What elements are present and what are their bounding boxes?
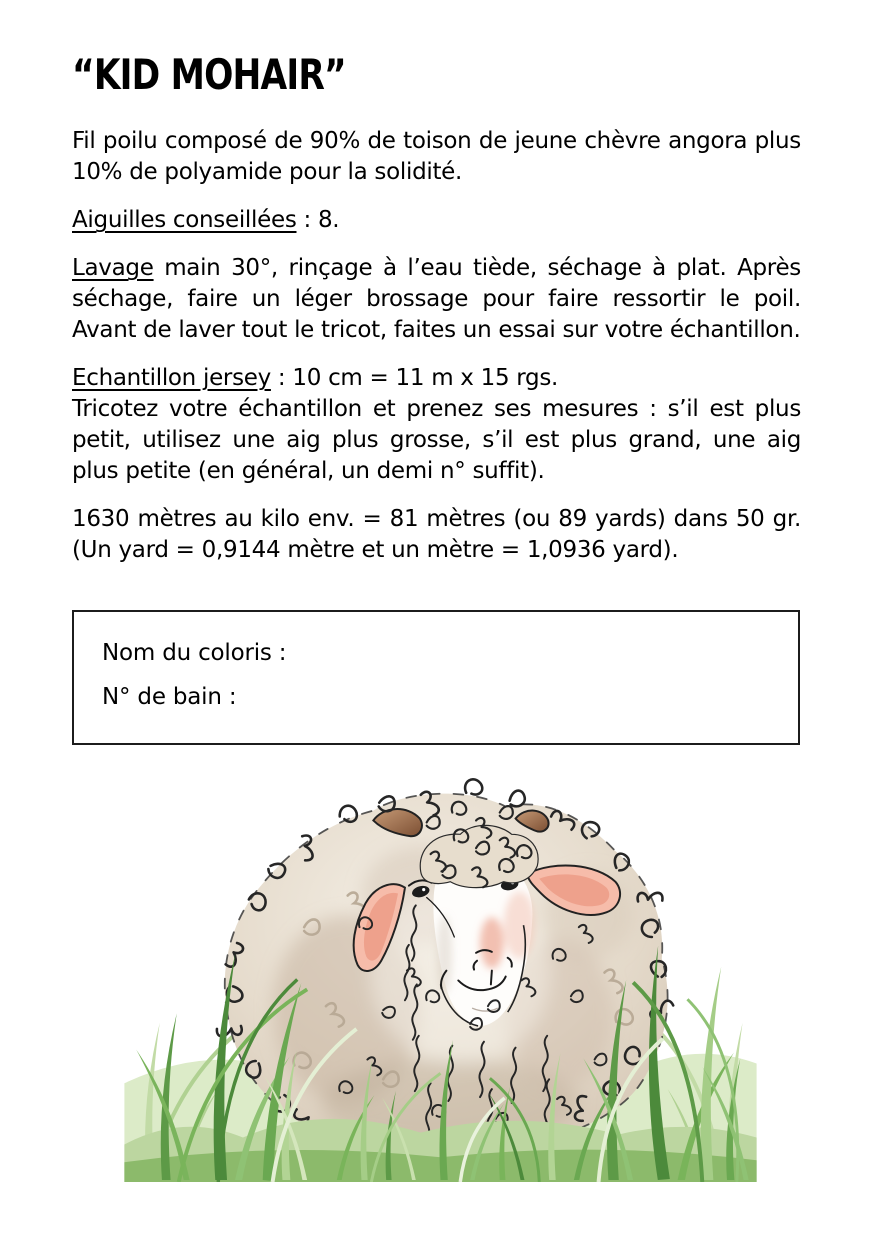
page-title: “KID MOHAIR” xyxy=(72,50,346,99)
gauge-value: : 10 cm = 11 m x 15 rgs. xyxy=(270,365,559,392)
gauge-label: Echantillon jersey xyxy=(72,365,271,392)
gauge-note: Tricotez votre échantillon et prenez ses mesures : s’il est plus petit, utilisez une aig plus grosse, s’il est plus grand, une aig plus petite (en général, un demi n° suffit). xyxy=(72,396,801,485)
washing-text: main 30°, rinçage à l’eau tiède, séchage à plat. Après séchage, faire un léger brossage pour faire ressortir le poil. Avant de laver tout le tricot, faites un essai sur votre échantillon. xyxy=(72,255,801,344)
bath-number-label: N° de bain : xyxy=(102,684,237,711)
gauge-paragraph xyxy=(72,363,801,487)
goat-illustration xyxy=(123,777,758,1182)
color-name-label: Nom du coloris : xyxy=(102,640,287,667)
angora-goat-in-grass-image xyxy=(123,777,758,1182)
color-info-box xyxy=(72,610,800,745)
yardage-paragraph: 1630 mètres au kilo env. = 81 mètres (ou 89 yards) dans 50 gr. (Un yard = 0,9144 mètre et un mètre = 1,0936 yard). xyxy=(72,506,801,564)
washing-label: Lavage xyxy=(72,255,154,282)
gauge-line xyxy=(72,363,801,394)
needles-value: : 8. xyxy=(296,207,340,234)
needles-label: Aiguilles conseillées xyxy=(72,207,297,234)
washing-paragraph xyxy=(72,253,801,346)
needles-paragraph xyxy=(72,205,801,236)
intro-paragraph: Fil poilu composé de 90% de toison de jeune chèvre angora plus 10% de polyamide pour la solidité. xyxy=(72,128,801,186)
